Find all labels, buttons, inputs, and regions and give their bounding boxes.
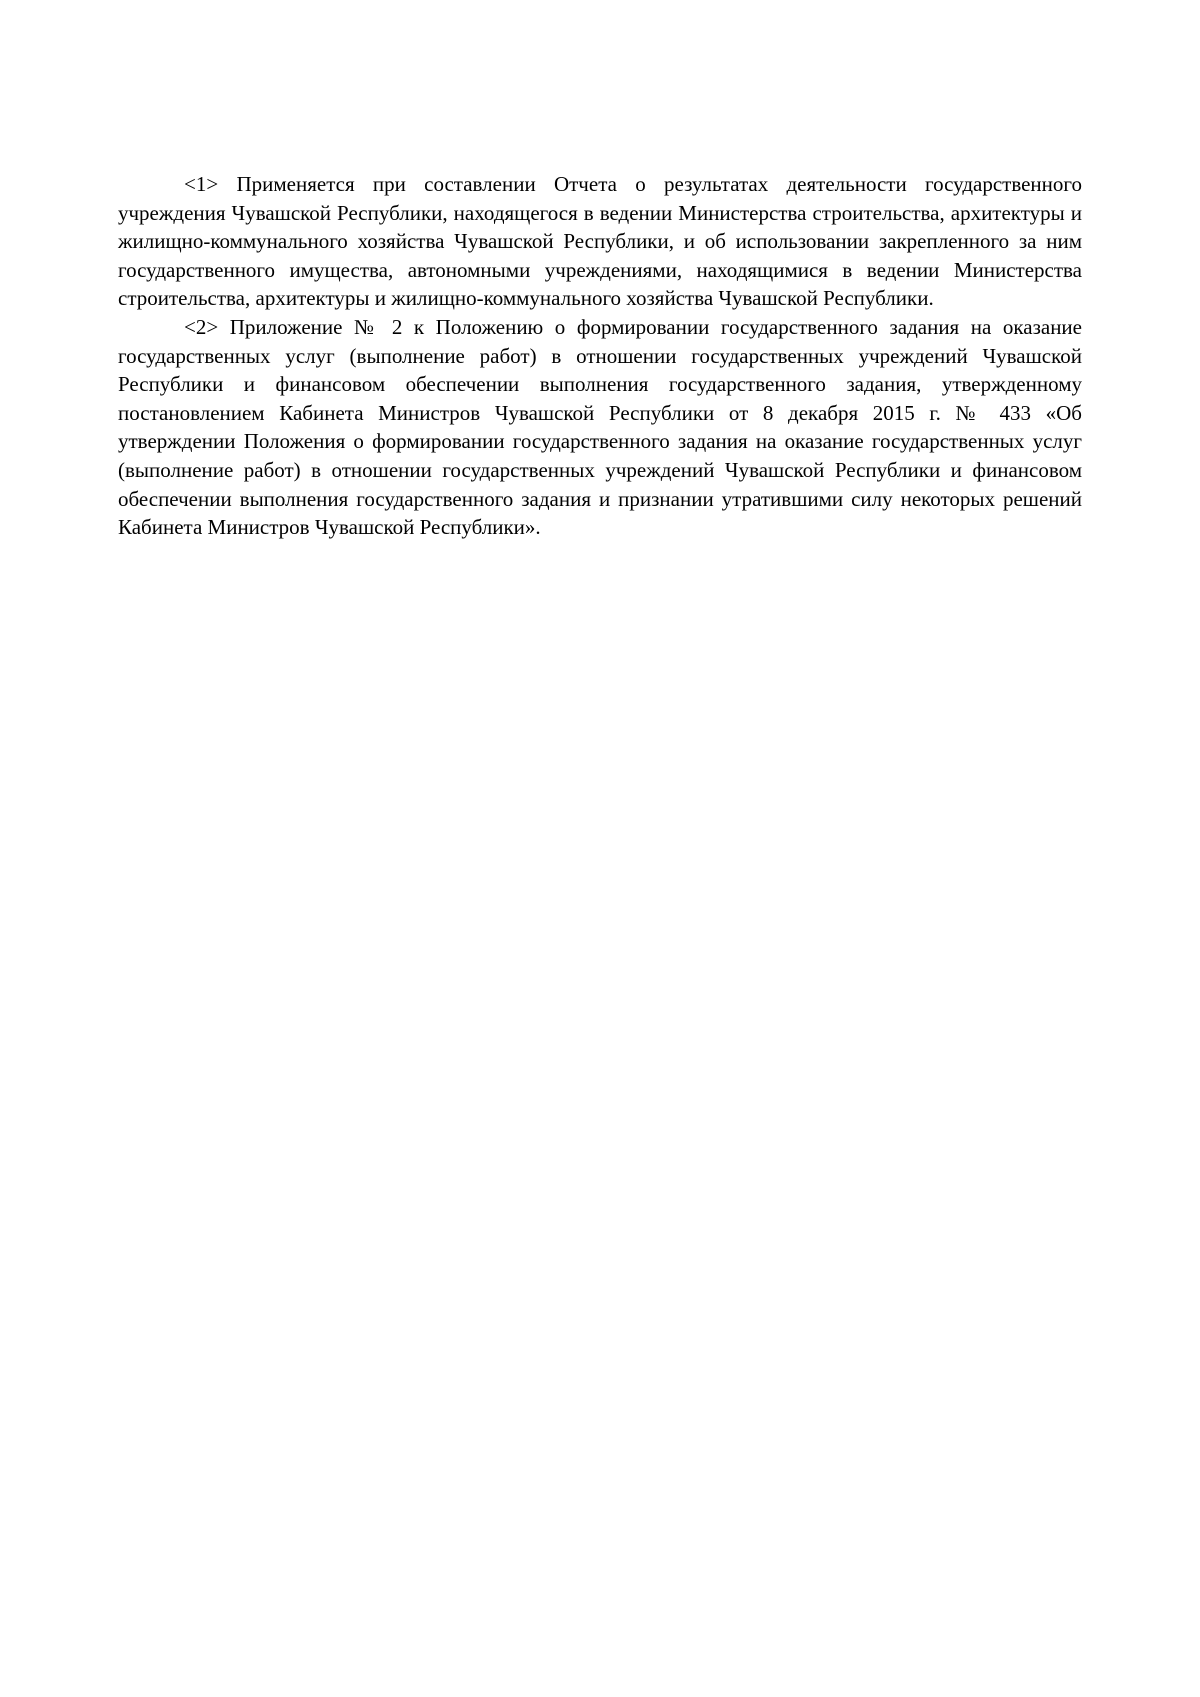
footnote-1: <1> Применяется при составлении Отчета о результатах деятельности государственного учреждения Чувашской Республики, находящегося в ведении Министерства строительства, архитектуры и жилищно-коммунального хозяйства Чувашской Республики, и об использовании закрепленного за ним государственного имущества, автономными учреждениями, находящимися в ведении Министерства строительства, архитектуры и жилищно-коммунального хозяйства Чувашской Республики.	[118, 172, 1082, 311]
footnote-2: <2> Приложение № 2 к Положению о формировании государственного задания на оказание государственных услуг (выполнение работ) в отношении государственных учреждений Чувашской Республики и финансовом обеспечении выполнения государственного задания, утвержденному постановлением Кабинета Министров Чувашской Республики от 8 декабря 2015 г. № 433 «Об утверждении Положения о формировании государственного задания на оказание государственных услуг (выполнение работ) в отношении государственных учреждений Чувашской Республики и финансовом обеспечении выполнения государственного задания и признании утратившими силу некоторых решений Кабинета Министров Чувашской Республики».	[118, 314, 1082, 540]
footnotes-block	[118, 170, 1082, 542]
